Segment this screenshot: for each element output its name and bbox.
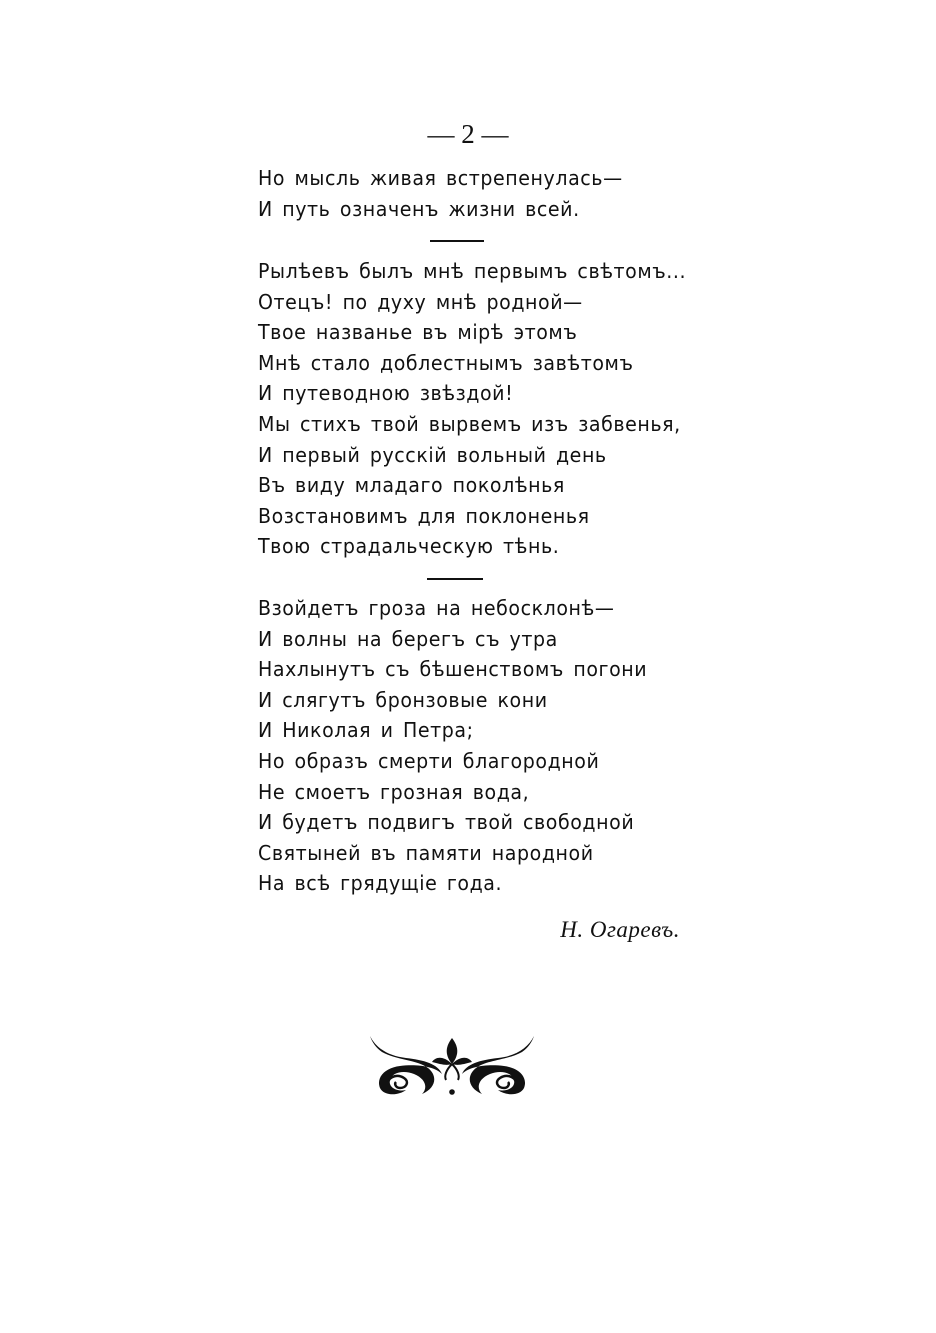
stanza-3 <box>258 593 698 899</box>
author-signature: Н. Огаревъ. <box>560 917 680 942</box>
verse-line: Въ виду младаго поколѣнья <box>258 473 565 498</box>
verse-line: Мы стихъ твой вырвемъ изъ забвенья, <box>258 411 681 436</box>
stanza-2 <box>258 256 698 562</box>
verse-line: И первый русскій вольный день <box>258 442 607 467</box>
verse-line: И путеводною звѣздой! <box>258 381 514 406</box>
verse-line: Отецъ! по духу мнѣ родной— <box>258 289 583 314</box>
verse-line: Но мысль живая встрепенулась— <box>258 166 623 190</box>
verse-line: Твое названье въ мірѣ этомъ <box>258 320 578 345</box>
section-divider <box>430 240 484 242</box>
verse-line: Не смоетъ грозная вода, <box>258 779 530 804</box>
verse-line: Рылѣевъ былъ мнѣ первымъ свѣтомъ... <box>258 259 687 283</box>
verse-line: На всѣ грядущіе года. <box>258 871 503 896</box>
verse-line: И волны на берегъ съ утра <box>258 626 558 651</box>
verse-line: Но образъ смерти благородной <box>258 748 600 773</box>
verse-line: Взойдетъ гроза на небосклонѣ— <box>258 596 615 620</box>
stanza-1 <box>258 163 698 224</box>
page-number: — 2 — <box>427 119 509 149</box>
verse-line: И Николая и Петра; <box>258 718 474 743</box>
verse-line: Нахлынутъ съ бѣшенствомъ погони <box>258 657 648 682</box>
verse-line: Мнѣ стало доблестнымъ завѣтомъ <box>258 350 634 375</box>
section-divider <box>427 578 483 580</box>
verse-line: Твою страдальческую тѣнь. <box>258 534 560 559</box>
floral-ornament-icon <box>366 1034 538 1098</box>
verse-line: И будетъ подвигъ твой свободной <box>258 810 635 835</box>
verse-line: Возстановимъ для поклоненья <box>258 503 590 528</box>
verse-line: Святыней въ памяти народной <box>258 840 594 865</box>
verse-line: И путь означенъ жизни всей. <box>258 196 580 221</box>
verse-line: И слягутъ бронзовые кони <box>258 687 548 712</box>
